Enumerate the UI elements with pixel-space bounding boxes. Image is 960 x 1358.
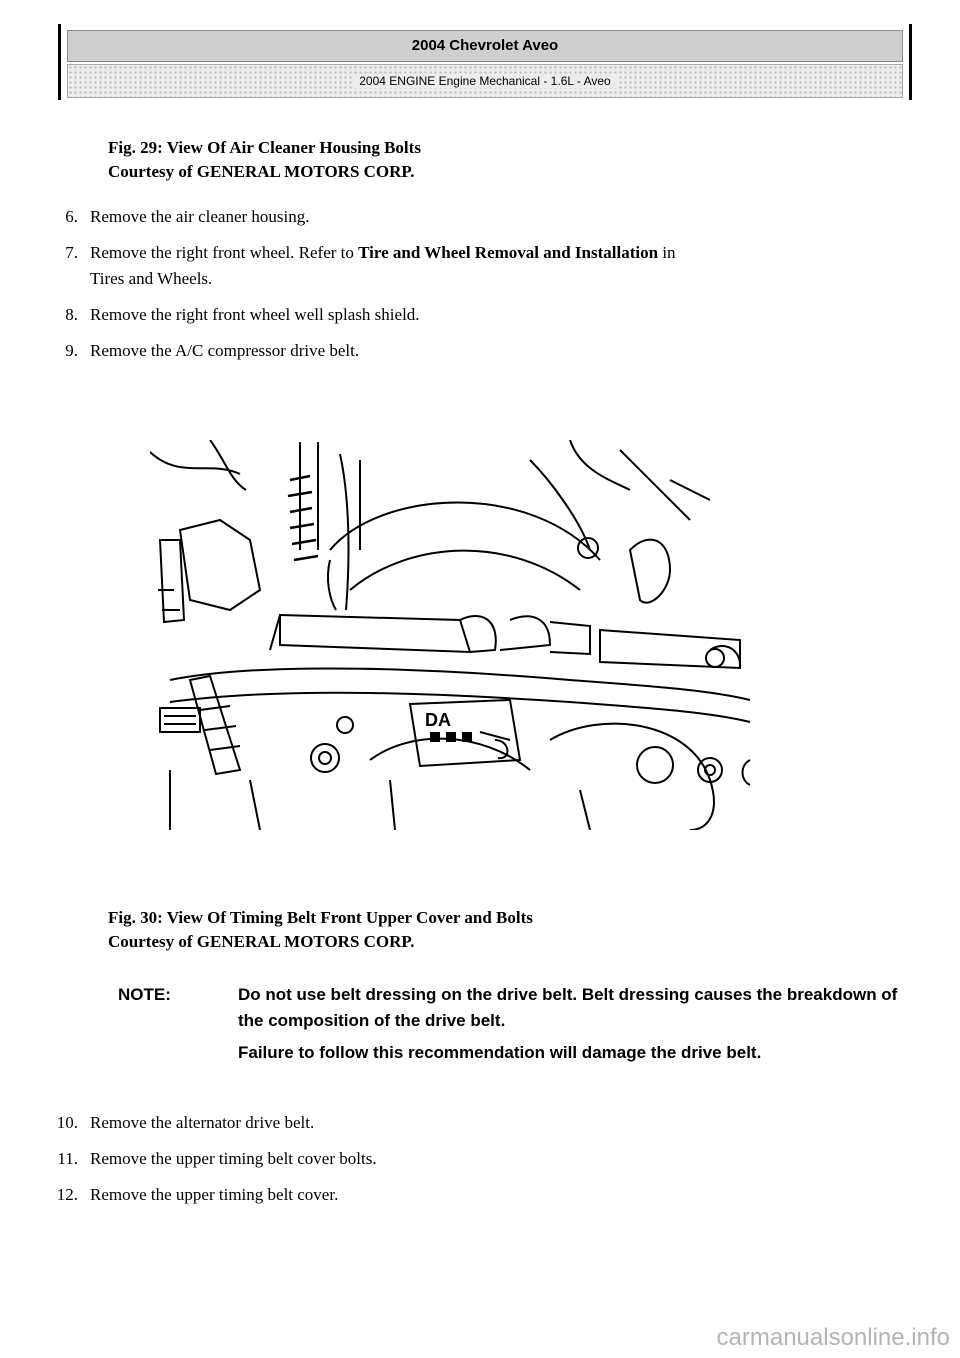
header-subtitle-bar xyxy=(67,64,903,98)
figure-29-caption xyxy=(108,136,421,184)
list-item xyxy=(40,240,910,292)
note-text xyxy=(238,982,898,1072)
list-item xyxy=(40,1110,910,1136)
watermark-text: carmanualsonline.info xyxy=(716,1324,950,1351)
timing-belt-cover-illustration xyxy=(150,440,760,830)
step-text: Remove the right front wheel. Refer to xyxy=(90,243,359,262)
list-item xyxy=(40,302,910,328)
step-text: Remove the alternator drive belt. xyxy=(90,1113,315,1132)
list-item xyxy=(40,204,910,230)
step-number: 10. xyxy=(56,1113,78,1132)
list-item xyxy=(40,338,910,364)
cross-reference-link[interactable]: Tire and Wheel Removal and Installation xyxy=(358,243,659,262)
note-line: Failure to follow this recommendation will damage the drive belt. xyxy=(238,1043,762,1062)
figure-30-caption xyxy=(108,906,533,954)
page-header xyxy=(58,24,912,100)
step-number: 12. xyxy=(56,1185,78,1204)
figure-29-courtesy: Courtesy of GENERAL MOTORS CORP. xyxy=(108,162,415,181)
step-text: Remove the upper timing belt cover. xyxy=(90,1185,339,1204)
list-item xyxy=(40,1182,910,1208)
step-number: 6. xyxy=(65,207,78,226)
image-label-da: DA xyxy=(425,710,451,730)
figure-30-courtesy: Courtesy of GENERAL MOTORS CORP. xyxy=(108,932,415,951)
note-line: Do not use belt dressing on the drive belt. Belt dressing causes the breakdown of the composition of the drive belt. xyxy=(238,985,898,1030)
step-text: in xyxy=(658,243,676,262)
step-text: Remove the upper timing belt cover bolts. xyxy=(90,1149,377,1168)
list-item xyxy=(40,1146,910,1172)
figure-29-title: Fig. 29: View Of Air Cleaner Housing Bolts xyxy=(108,138,421,157)
step-number: 8. xyxy=(65,305,78,324)
step-text: Remove the right front wheel well splash shield. xyxy=(90,305,420,324)
step-number: 7. xyxy=(65,243,78,262)
step-text: Remove the air cleaner housing. xyxy=(90,207,310,226)
figure-30-title: Fig. 30: View Of Timing Belt Front Upper Cover and Bolts xyxy=(108,908,533,927)
note-label: NOTE: xyxy=(118,985,171,1004)
step-number: 11. xyxy=(57,1149,78,1168)
procedure-steps-b xyxy=(40,1110,910,1218)
procedure-steps-a xyxy=(40,204,910,374)
header-subtitle: 2004 ENGINE Engine Mechanical - 1.6L - Aveo xyxy=(353,74,616,88)
step-text: Remove the A/C compressor drive belt. xyxy=(90,341,360,360)
header-title: 2004 Chevrolet Aveo xyxy=(67,30,903,62)
step-text-continued: Tires and Wheels. xyxy=(90,269,213,288)
step-number: 9. xyxy=(65,341,78,360)
